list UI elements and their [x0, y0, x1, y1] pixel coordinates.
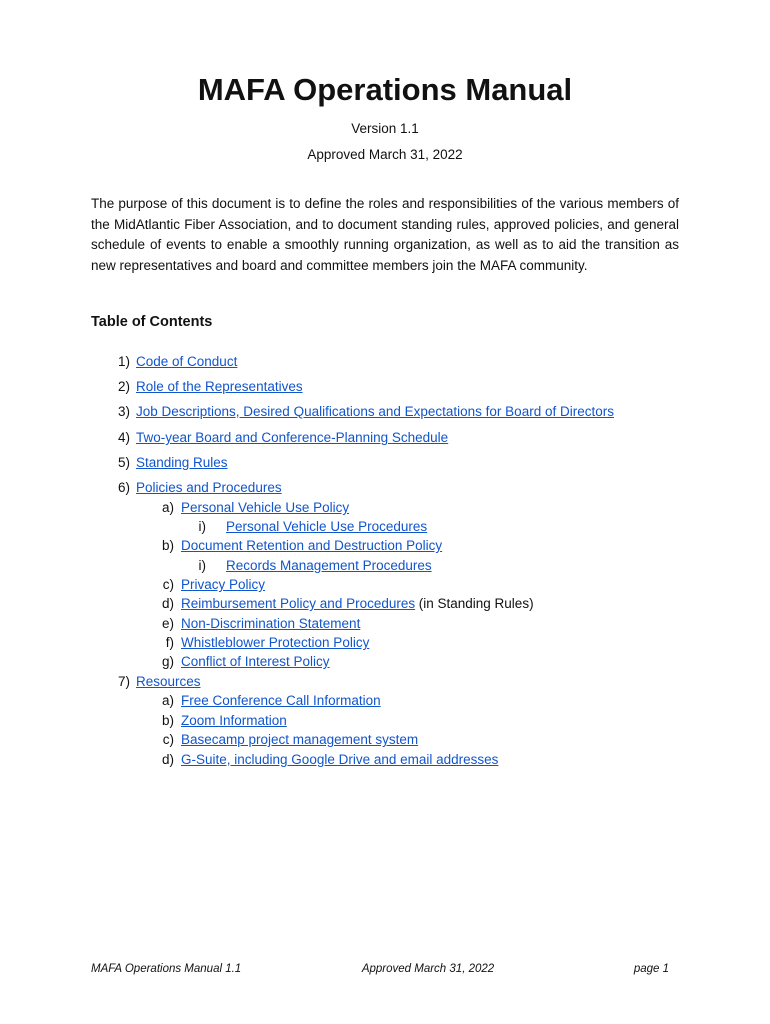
toc-item-marker: 4)	[117, 430, 130, 445]
footer-approval-date: Approved March 31, 2022	[361, 963, 495, 975]
toc-item-link[interactable]: Zoom Information	[181, 713, 287, 728]
toc-item-marker: 7)	[117, 674, 130, 689]
document-version: Version 1.1	[351, 121, 419, 136]
toc-item	[0, 672, 770, 691]
footer-page-number: page 1	[633, 963, 669, 975]
toc-item-marker: f)	[165, 635, 174, 650]
toc-item-link[interactable]: Reimbursement Policy and Procedures	[181, 596, 416, 611]
toc-item-marker: d)	[161, 596, 174, 611]
toc-item-link[interactable]: Document Retention and Destruction Policy	[181, 538, 443, 553]
toc-item-note: (in Standing Rules)	[415, 596, 534, 611]
toc-item	[0, 652, 770, 671]
toc-item	[0, 614, 770, 633]
toc-item	[0, 377, 770, 396]
toc-item	[0, 453, 770, 472]
toc-item-marker: e)	[161, 616, 174, 631]
toc-item	[0, 517, 770, 536]
toc-item-marker: b)	[161, 538, 174, 553]
toc-item-link[interactable]: Conflict of Interest Policy	[181, 654, 330, 669]
toc-item	[0, 498, 770, 517]
toc-item	[0, 575, 770, 594]
toc-item-marker: 2)	[117, 379, 130, 394]
toc-item-marker: c)	[162, 577, 174, 592]
toc-item-marker: i)	[198, 519, 206, 534]
toc-item-link[interactable]: Role of the Representatives	[136, 379, 303, 394]
toc-item-marker: a)	[161, 500, 174, 515]
toc-item	[0, 633, 770, 652]
toc-item-marker: 5)	[117, 455, 130, 470]
toc-item	[0, 478, 770, 497]
toc-item-link[interactable]: Two-year Board and Conference-Planning Schedule	[136, 430, 449, 445]
toc-item-link[interactable]: Resources	[136, 674, 201, 689]
toc-heading: Table of Contents	[91, 314, 213, 330]
toc-item-link[interactable]: Personal Vehicle Use Policy	[181, 500, 350, 515]
toc-item	[0, 594, 770, 613]
toc-item-link[interactable]: Policies and Procedures	[136, 480, 282, 495]
toc-item	[0, 711, 770, 730]
toc-item	[0, 536, 770, 555]
toc-item-link[interactable]: Job Descriptions, Desired Qualifications and Expectations for Board of Directors	[136, 404, 614, 419]
purpose-paragraph: The purpose of this document is to define the roles and responsibilities of the various members of the MidAtlantic Fiber Association, and to document standing rules, approved policies, and general schedule of events to enable a smoothly running organization, as well as to aid the transition as new representatives and board and committee members join the MAFA community.	[91, 196, 679, 273]
toc-item-marker: d)	[161, 752, 174, 767]
toc-item	[0, 556, 770, 575]
toc-item-link[interactable]: Free Conference Call Information	[181, 693, 381, 708]
toc-item	[0, 750, 770, 769]
toc-item-marker: 6)	[117, 480, 130, 495]
toc-item	[0, 691, 770, 710]
toc-item-link[interactable]: Code of Conduct	[136, 354, 238, 369]
toc-item-marker: i)	[198, 558, 206, 573]
toc-item-marker: a)	[161, 693, 174, 708]
toc-item-link[interactable]: Records Management Procedures	[226, 558, 432, 573]
toc-item-link[interactable]: Whistleblower Protection Policy	[181, 635, 370, 650]
toc-item-marker: b)	[161, 713, 174, 728]
toc-item-link[interactable]: Personal Vehicle Use Procedures	[226, 519, 428, 534]
toc-item	[0, 730, 770, 749]
toc-item	[0, 428, 770, 447]
document-title: MAFA Operations Manual	[197, 72, 573, 107]
toc-item-marker: 3)	[117, 404, 130, 419]
toc-item	[0, 352, 770, 371]
toc-item-link[interactable]: Non-Discrimination Statement	[181, 616, 361, 631]
toc-item-marker: 1)	[117, 354, 130, 369]
approval-date: Approved March 31, 2022	[307, 147, 463, 162]
toc-item-link[interactable]: Standing Rules	[136, 455, 228, 470]
toc-item-marker: g)	[161, 654, 174, 669]
footer-document-name: MAFA Operations Manual 1.1	[91, 963, 242, 975]
toc-item-link[interactable]: G-Suite, including Google Drive and email addresses	[181, 752, 499, 767]
toc-item	[0, 402, 770, 421]
toc-item-marker: c)	[162, 732, 174, 747]
toc-item-link[interactable]: Privacy Policy	[181, 577, 266, 592]
toc-item-link[interactable]: Basecamp project management system	[181, 732, 419, 747]
